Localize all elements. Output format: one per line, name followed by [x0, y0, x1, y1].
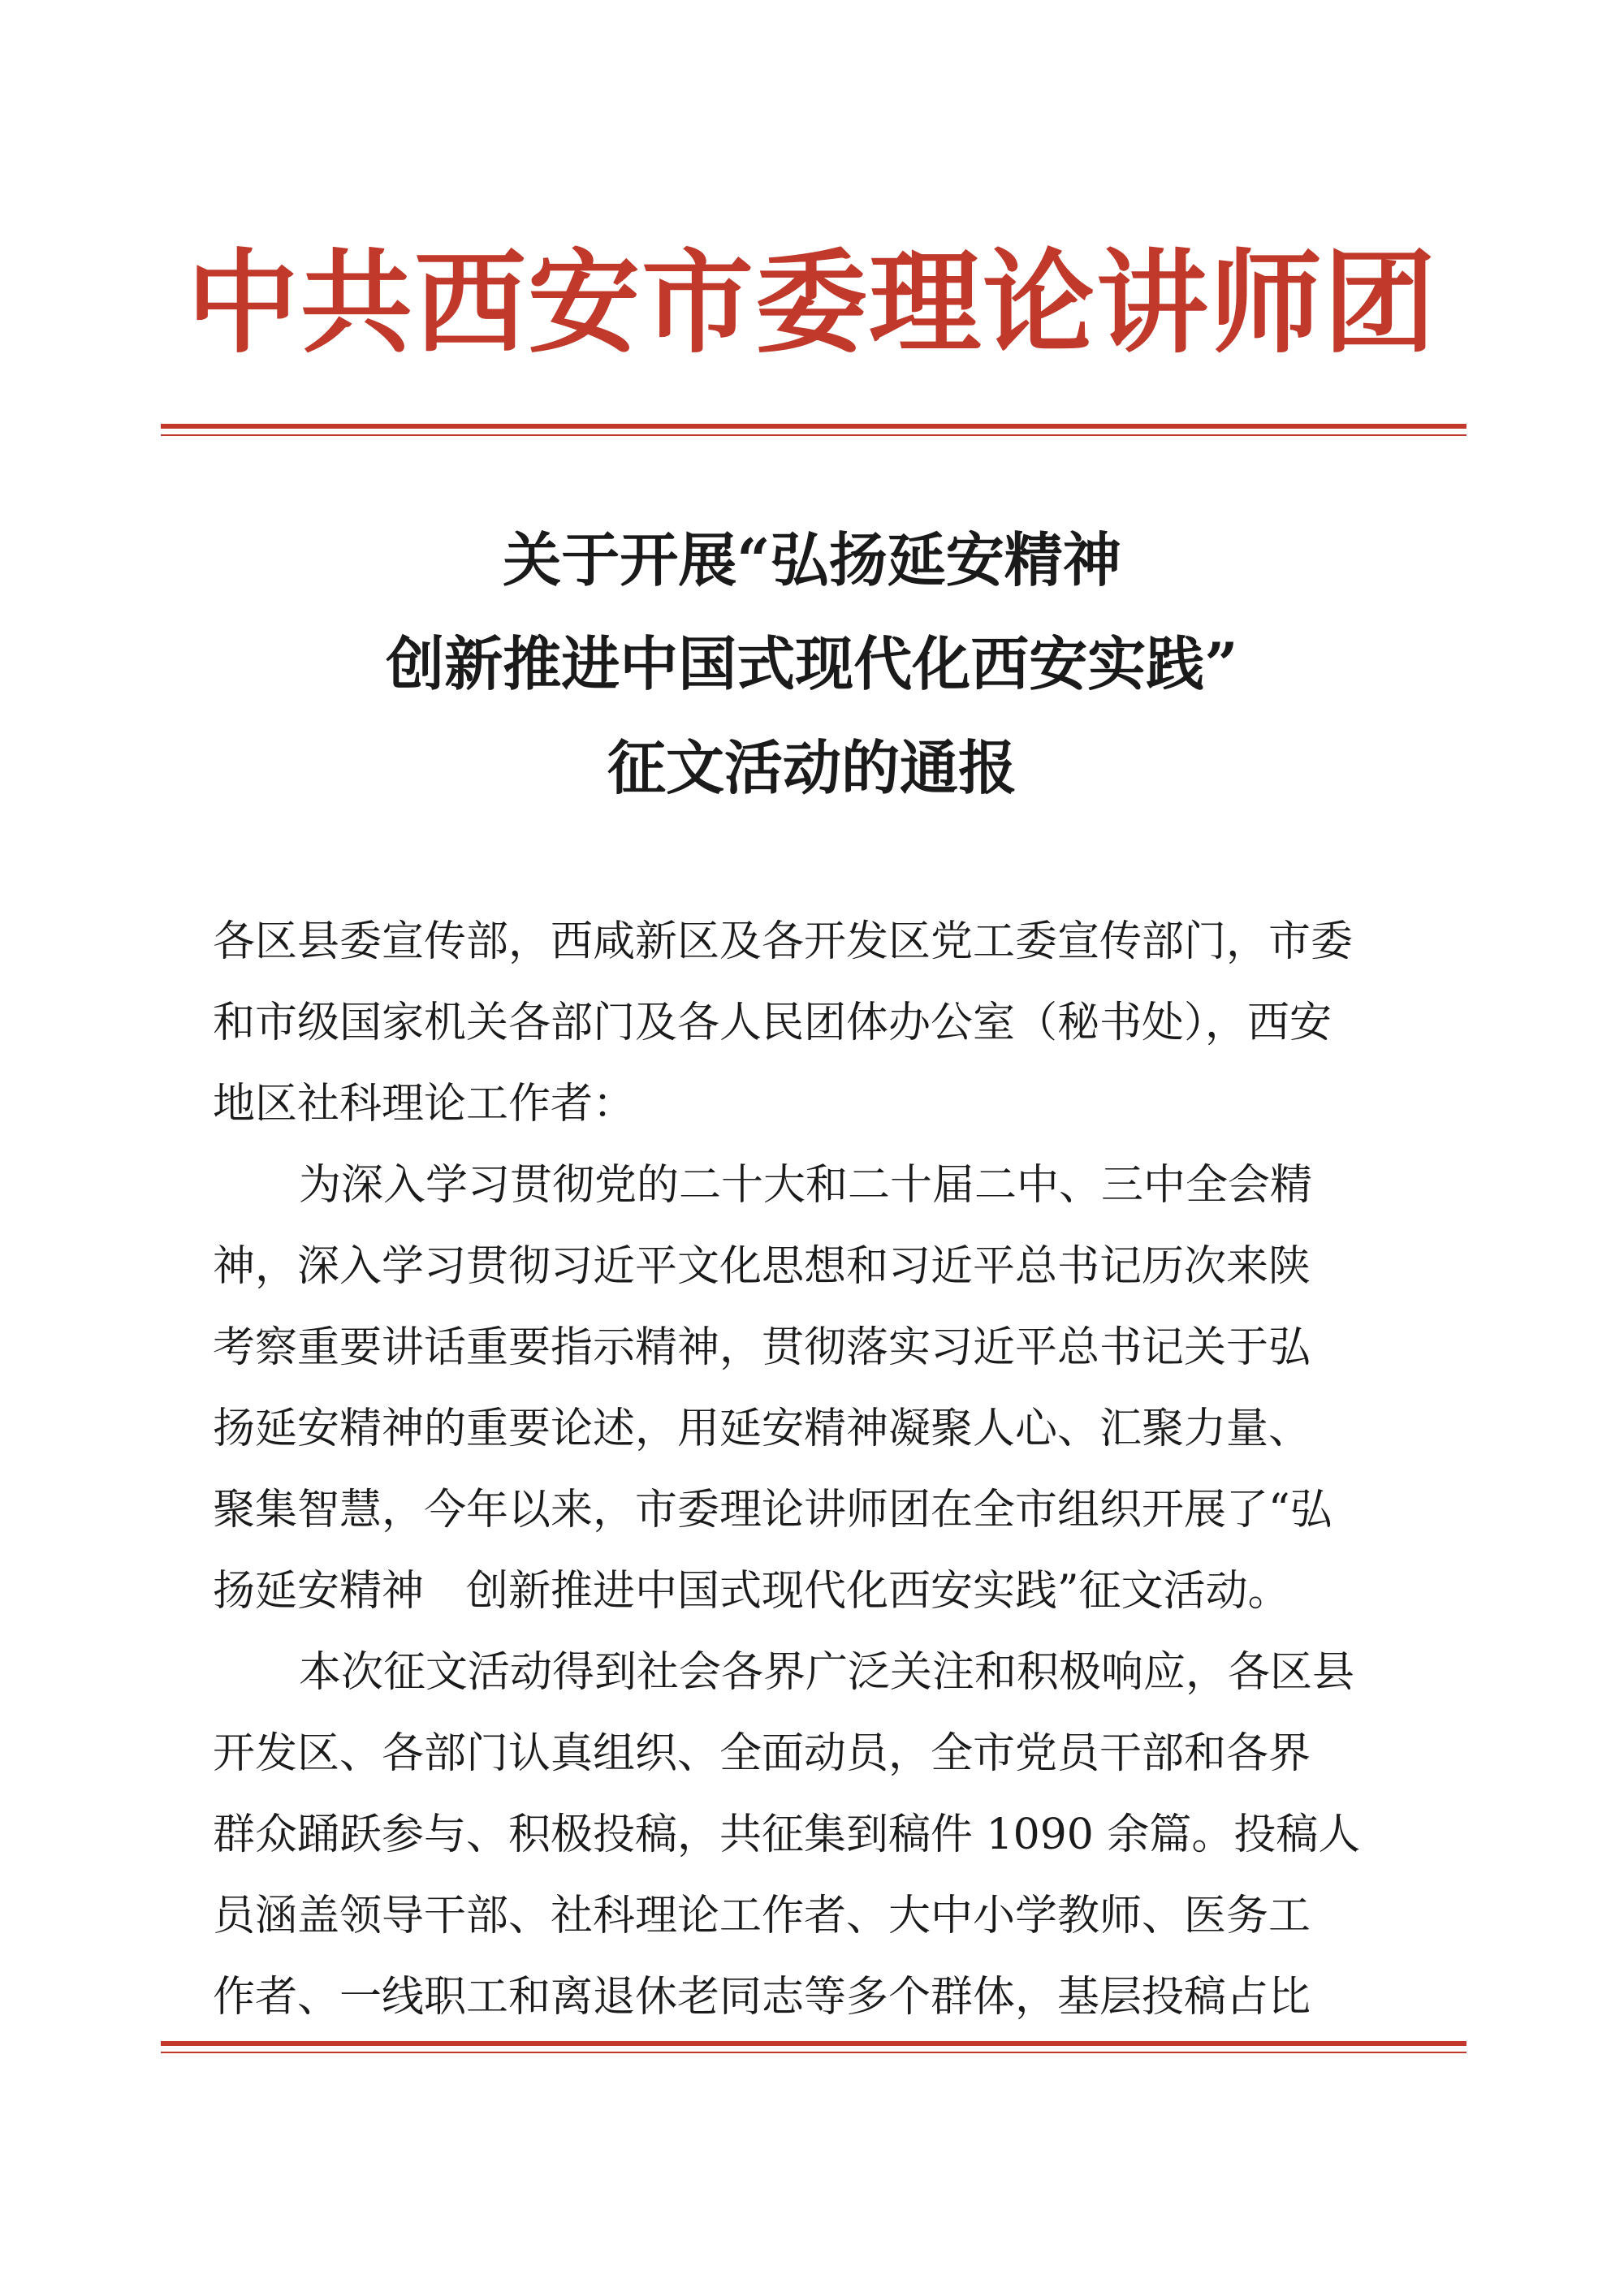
- recipients-line: 各区县委宣传部，西咸新区及各开发区党工委宣传部门，市委: [213, 917, 1354, 966]
- paragraph-2-line: 本次征文活动得到社会各界广泛关注和积极响应，各区县: [299, 1648, 1355, 1697]
- recipients-line: 和市级国家机关各部门及各人民团体办公室（秘书处），西安: [213, 999, 1332, 1047]
- paragraph-1-line: 聚集智慧，今年以来，市委理论讲师团在全市组织开展了“弘: [213, 1486, 1332, 1534]
- header-rule-thin: [161, 434, 1466, 436]
- paragraph-2-line: 员涵盖领导干部、社科理论工作者、大中小学教师、医务工: [213, 1892, 1311, 1940]
- paragraph-1-line: 神，深入学习贯彻习近平文化思想和习近平总书记历次来陕: [213, 1242, 1311, 1291]
- organization-header: 中共西安市委理论讲师团: [186, 238, 1437, 369]
- header-rule-thick: [161, 424, 1466, 429]
- footer-rule-thin: [161, 2052, 1466, 2053]
- paragraph-1-line: 扬延安精神的重要论述，用延安精神凝聚人心、汇聚力量、: [213, 1405, 1311, 1453]
- paragraph-2-line: 群众踊跃参与、积极投稿，共征集到稿件 1090 余篇。投稿人: [213, 1810, 1361, 1859]
- paragraph-2-line: 作者、一线职工和离退休老同志等多个群体，基层投稿占比: [213, 1973, 1311, 2022]
- recipients-line: 地区社科理论工作者：: [213, 1080, 636, 1129]
- paragraph-2-line: 开发区、各部门认真组织、全面动员，全市党员干部和各界: [213, 1729, 1311, 1778]
- footer-rule-thick: [161, 2041, 1466, 2046]
- paragraph-1-line: 扬延安精神 创新推进中国式现代化西安实践”征文活动。: [213, 1567, 1290, 1616]
- paragraph-1-line: 考察重要讲话重要指示精神，贯彻落实习近平总书记关于弘: [213, 1323, 1311, 1372]
- document-title-line-3: 征文活动的通报: [607, 733, 1017, 802]
- document-title-line-1: 关于开展“弘扬延安精神: [503, 525, 1121, 594]
- document-title-line-2: 创新推进中国式现代化西安实践”: [386, 629, 1238, 698]
- paragraph-1-line: 为深入学习贯彻党的二十大和二十届二中、三中全会精: [299, 1161, 1313, 1210]
